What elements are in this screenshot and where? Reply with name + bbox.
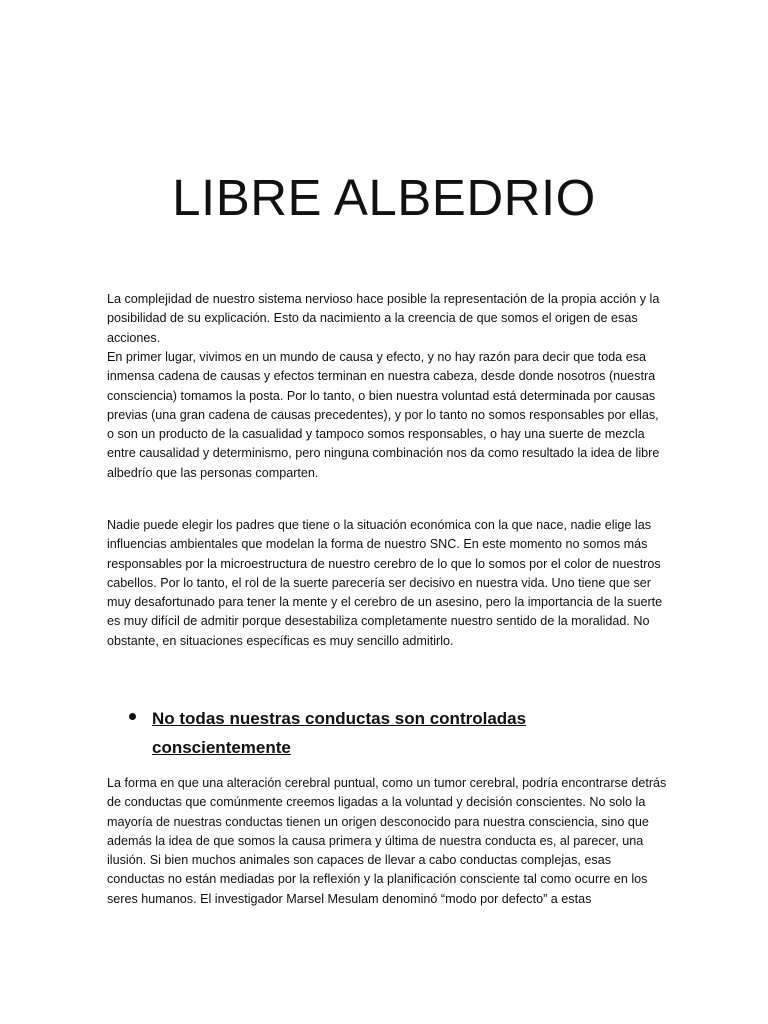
paragraph-brain-alteration: La forma en que una alteración cerebral puntual, como un tumor cerebral, podría encontrarse detrás de conductas que comúnmente creemos ligadas a la voluntad y decisión conscientes. No solo la mayoría de nuestras conductas tienen un origen desconocido para nuestra consciencia, sino que además la idea de que somos la causa primera y última de nuestra conducta es, al parecer, una ilusión. Si bien muchos animales son capaces de llevar a cabo conductas complejas, esas conductas no están mediadas por la reflexión y la planificación consciente tal como ocurre en los seres humanos. El investigador Marsel Mesulam denominó “modo por defecto” a estas (107, 776, 667, 906)
paragraph-intro: La complejidad de nuestro sistema nervioso hace posible la representación de la propia acción y la posibilidad de su explicación. Esto da nacimiento a la creencia de que somos el origen de esas acciones. (107, 292, 660, 345)
bullet-icon (129, 713, 136, 720)
section-heading: No todas nuestras conductas son controladas conscientemente (152, 709, 527, 757)
paragraph-causality: En primer lugar, vivimos en un mundo de causa y efecto, y no hay razón para decir que toda esa inmensa cadena de causas y efectos terminan en nuestra cabeza, desde donde nosotros (nuestra consciencia) tomamos la posta. Por lo tanto, o bien nuestra voluntad está determinada por causas previas (una gran cadena de causas precedentes), y por lo tanto no somos responsables por ellas, o son un producto de la casualidad y tampoco somos responsables, o hay una suerte de mezcla entre causalidad y determinismo, pero ninguna combinación nos da como resultado la idea de libre albedrío que las personas comparten. (107, 350, 660, 480)
paragraph-luck: Nadie puede elegir los padres que tiene o la situación económica con la que nace, nadie elige las influencias ambientales que modelan la forma de nuestro SNC. En este momento no somos más responsables por la microestructura de nuestro cerebro de lo que lo somos por el color de nuestros cabellos. Por lo tanto, el rol de la suerte parecería ser decisivo en nuestra vida. Uno tiene que ser muy desafortunado para tener la mente y el cerebro de un asesino, pero la importancia de la suerte es muy difícil de admitir porque desestabiliza completamente nuestro sentido de la moralidad. No obstante, en situaciones específicas es muy sencillo admitirlo. (107, 518, 663, 648)
document-title: LIBRE ALBEDRIO (172, 169, 596, 226)
